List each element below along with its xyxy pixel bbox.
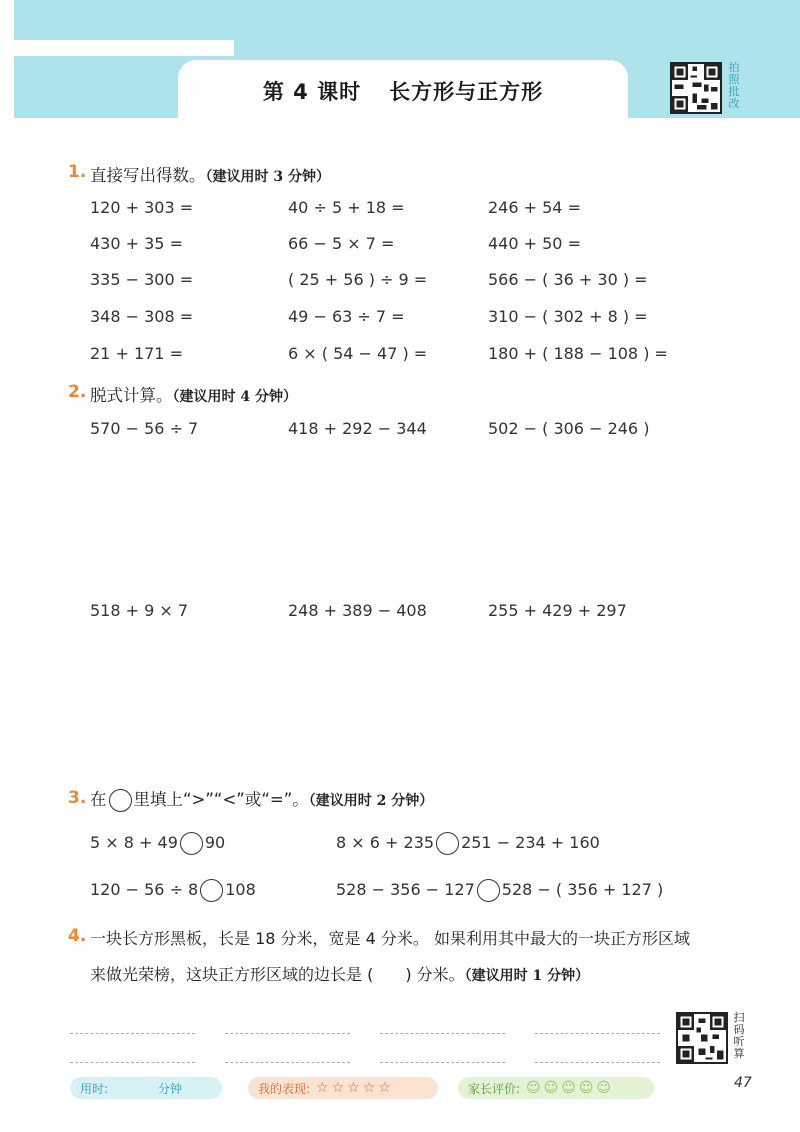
q3-right: 90 [204,833,226,852]
q3-right: 108 [225,880,256,899]
comparison-circle[interactable] [180,832,203,855]
q1-expr: 246 + 54 = [488,198,581,217]
q3-instruction-pre: 在 [90,790,107,809]
lesson-number: 第 4 课时 [262,80,362,104]
q1-expr: ( 25 + 56 ) ÷ 9 = [288,270,428,289]
page-title [263,76,543,106]
q3-number: 3. [68,788,87,808]
q3-left: 120 − 56 ÷ 8 [90,880,199,899]
q2-expr: 502 − ( 306 − 246 ) [488,419,650,438]
scratch-line [535,1062,660,1063]
star-rating-icon[interactable]: ☆☆☆☆☆ [316,1080,394,1096]
time-label: 用时: [80,1081,109,1096]
q1-hint: （建议用时 3 分钟） [205,169,330,185]
parent-review-pill [458,1077,654,1099]
scratch-line [535,1033,660,1034]
q1-expr: 310 − ( 302 + 8 ) = [488,307,648,326]
q1-instruction: 直接写出得数。 [90,166,206,185]
performance-label: 我的表现: [258,1081,311,1096]
q3-comparison [90,832,225,855]
q2-instruction: 脱式计算。 [90,386,173,405]
scratch-line [225,1062,350,1063]
smiley-rating-icon[interactable]: ☺☺☺☺☺ [526,1080,615,1096]
q1-expr: 120 + 303 = [90,198,194,217]
scratch-line [380,1062,505,1063]
q3-text [90,786,433,812]
qr-label-top: 拍照批改 [728,61,740,110]
q3-hint: （建议用时 2 分钟） [308,793,434,809]
q3-left: 528 − 356 − 127 [336,880,475,899]
q1-expr: 335 − 300 = [90,270,194,289]
q4-hint: （建议用时 1 分钟） [464,968,590,984]
q2-expr: 570 − 56 ÷ 7 [90,419,199,438]
comparison-circle[interactable] [200,879,223,902]
q1-expr: 348 − 308 = [90,307,194,326]
q1-expr: 49 − 63 ÷ 7 = [288,307,405,326]
q1-expr: 566 − ( 36 + 30 ) = [488,270,648,289]
q1-expr: 40 ÷ 5 + 18 = [288,198,405,217]
comparison-circle[interactable] [436,832,459,855]
qr-code-icon[interactable] [670,62,722,114]
q3-right: 528 − ( 356 + 127 ) [501,880,664,899]
circle-blank-icon [109,789,132,812]
q1-expr: 180 + ( 188 − 108 ) = [488,344,668,363]
scratch-line [70,1033,195,1034]
q1-expr: 66 − 5 × 7 = [288,234,395,253]
q1-expr: 6 × ( 54 − 47 ) = [288,344,428,363]
q2-expr: 248 + 389 − 408 [288,601,427,620]
q3-comparison [90,879,256,902]
q2-expr: 518 + 9 × 7 [90,601,189,620]
qr-code-icon[interactable] [676,1012,728,1064]
page-number: 47 [734,1075,752,1091]
scratch-line [225,1033,350,1034]
scratch-line [380,1033,505,1034]
q2-expr: 418 + 292 − 344 [288,419,427,438]
scratch-line [70,1062,195,1063]
q3-instruction-post: 里填上“>”“<”或“=”。 [133,790,309,809]
q4-number: 4. [68,926,87,946]
lesson-title: 长方形与正方形 [389,80,544,104]
q2-text [90,382,297,406]
q3-right: 251 − 234 + 160 [461,833,600,852]
parent-review-label: 家长评价: [468,1081,521,1096]
header-strip [14,40,234,56]
q1-expr: 21 + 171 = [90,344,183,363]
q3-comparison [336,832,600,855]
q1-text [90,162,330,186]
q4-line2-text: 来做光荣榜，这块正方形区域的边长是 ( ) 分米。 [90,965,465,984]
q3-left: 5 × 8 + 49 [90,833,178,852]
q4-line2 [90,962,589,985]
time-pill [70,1077,222,1099]
q3-comparison [336,879,663,902]
q4-line1: 一块长方形黑板，长是 18 分米，宽是 4 分米。 如果利用其中最大的一块正方形区域 [90,929,690,948]
qr-label-bottom: 扫码听算 [733,1011,745,1060]
q2-expr: 255 + 429 + 297 [488,601,627,620]
q2-hint: （建议用时 4 分钟） [172,389,297,405]
performance-pill [248,1077,438,1099]
q1-number: 1. [68,162,87,182]
q1-expr: 440 + 50 = [488,234,581,253]
comparison-circle[interactable] [477,879,500,902]
q3-left: 8 × 6 + 235 [336,833,435,852]
q2-number: 2. [68,382,87,402]
time-unit: 分钟 [158,1081,183,1096]
q1-expr: 430 + 35 = [90,234,183,253]
title-box [178,60,628,122]
